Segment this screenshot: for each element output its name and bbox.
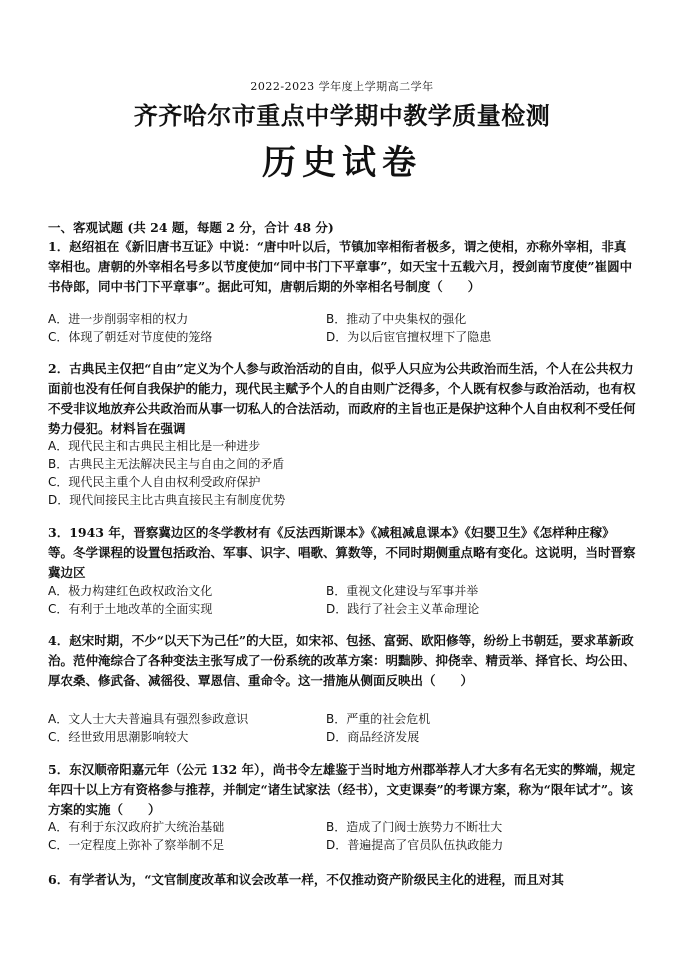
question-4-stem: 4．赵宋时期，不少“以天下为己任”的大臣，如宋祁、包拯、富弼、欧阳修等，纷纷上书朝廷，要求革新政治。范仲淹综合了各种变法主张写成了一份系统的改革方案：明黜陟、抑侥幸、精贡举、择官长、均公田、厚农桑、修武备、减徭役、覃恩信、重命令。这一措施从侧面反映出（ ）: [48, 633, 636, 688]
question-4-option-c: C．经世致用思潮影响较大: [48, 730, 189, 744]
question-5-option-d: D．普遍提高了官员队伍执政能力: [326, 838, 504, 852]
question-1-stem: 1．赵绍祖在《新旧唐书互证》中说：“唐中叶以后，节镇加宰相衔者极多，谓之使相，亦称外宰相，非真宰相也。唐朝的外宰相名号多以节度使加“同中书门下平章事”，如天宝十五载六月，授剑南节度使”崔圆中书侍郎，同中书门下平章事”。据此可知，唐朝后期的外宰相名号制度（ ）: [48, 239, 633, 294]
question-1-option-b: B．推动了中央集权的强化: [326, 312, 467, 326]
question-3-option-b: B．重视文化建设与军事并举: [326, 584, 479, 598]
question-5-option-a: A．有利于东汉政府扩大统治基础: [48, 820, 225, 834]
question-2-option-c: C．现代民主重个人自由权利受政府保护: [48, 475, 261, 489]
question-6-stem: 6．有学者认为，“文官制度改革和议会改革一样，不仅推动资产阶级民主化的进程，而且对其: [48, 872, 564, 887]
exam-title: 齐齐哈尔市重点中学期中教学质量检测: [133, 101, 551, 130]
question-4-option-a: A．文人士大夫普遍具有强烈参政意识: [48, 712, 249, 726]
question-5-option-b: B．造成了门阀士族势力不断壮大: [326, 820, 503, 834]
question-4-option-b: B．严重的社会危机: [326, 712, 431, 726]
subject-title: 历史试卷: [262, 143, 422, 183]
question-2-option-b: B．古典民主无法解决民主与自由之间的矛盾: [48, 457, 285, 471]
question-5-stem: 5．东汉顺帝阳嘉元年（公元 132 年），尚书令左雄鉴于当时地方州郡举荐人才大多有名无实的弊端，规定年四十以上方有资格参与推荐，并制定“诸生试家法（经书），文吏课奏”的考课方案，称为“限年试才”。该方案的实施（ ）: [48, 762, 636, 817]
school-year-subtitle: 2022-2023 学年度上学期高二学年: [250, 80, 434, 93]
question-3-option-c: C．有利于土地改革的全面实现: [48, 602, 213, 616]
question-2-option-d: D．现代间接民主比古典直接民主有制度优势: [48, 493, 286, 507]
question-1-option-c: C．体现了朝廷对节度使的笼络: [48, 330, 213, 344]
question-2-stem: 2．古典民主仅把“自由”定义为个人参与政治活动的自由，似乎人只应为公共政治而生活，个人在公共权力面前也没有任何自我保护的能力，现代民主赋予个人的自由则广泛得多，个人既有权参与政治活动，也有权不受非议地放弃公共政治而从事一切私人的合法活动，而政府的主旨也正是保护这种个人自由权利不受任何势力侵犯。材料旨在强调: [48, 361, 636, 436]
question-5-option-c: C．一定程度上弥补了察举制不足: [48, 838, 225, 852]
question-3-option-d: D．践行了社会主义革命理论: [326, 602, 480, 616]
question-2-option-a: A．现代民主和古典民主相比是一种进步: [48, 439, 261, 453]
question-3-stem: 3．1943 年，晋察冀边区的冬学教材有《反法西斯课本》《减租减息课本》《妇婴卫生》《怎样种庄稼》等。冬学课程的设置包括政治、军事、识字、唱歌、算数等，不同时期侧重点略有变化。这说明，当时晋察冀边区: [48, 525, 636, 580]
question-3-option-a: A．极力构建红色政权政治文化: [48, 584, 213, 598]
question-1-option-d: D．为以后宦官擅权埋下了隐患: [326, 330, 492, 344]
question-1-option-a: A．进一步削弱宰相的权力: [48, 312, 189, 326]
question-4-option-d: D．商品经济发展: [326, 730, 420, 744]
section-heading: 一、客观试题 (共 24 题，每题 2 分，合计 48 分): [48, 220, 334, 235]
